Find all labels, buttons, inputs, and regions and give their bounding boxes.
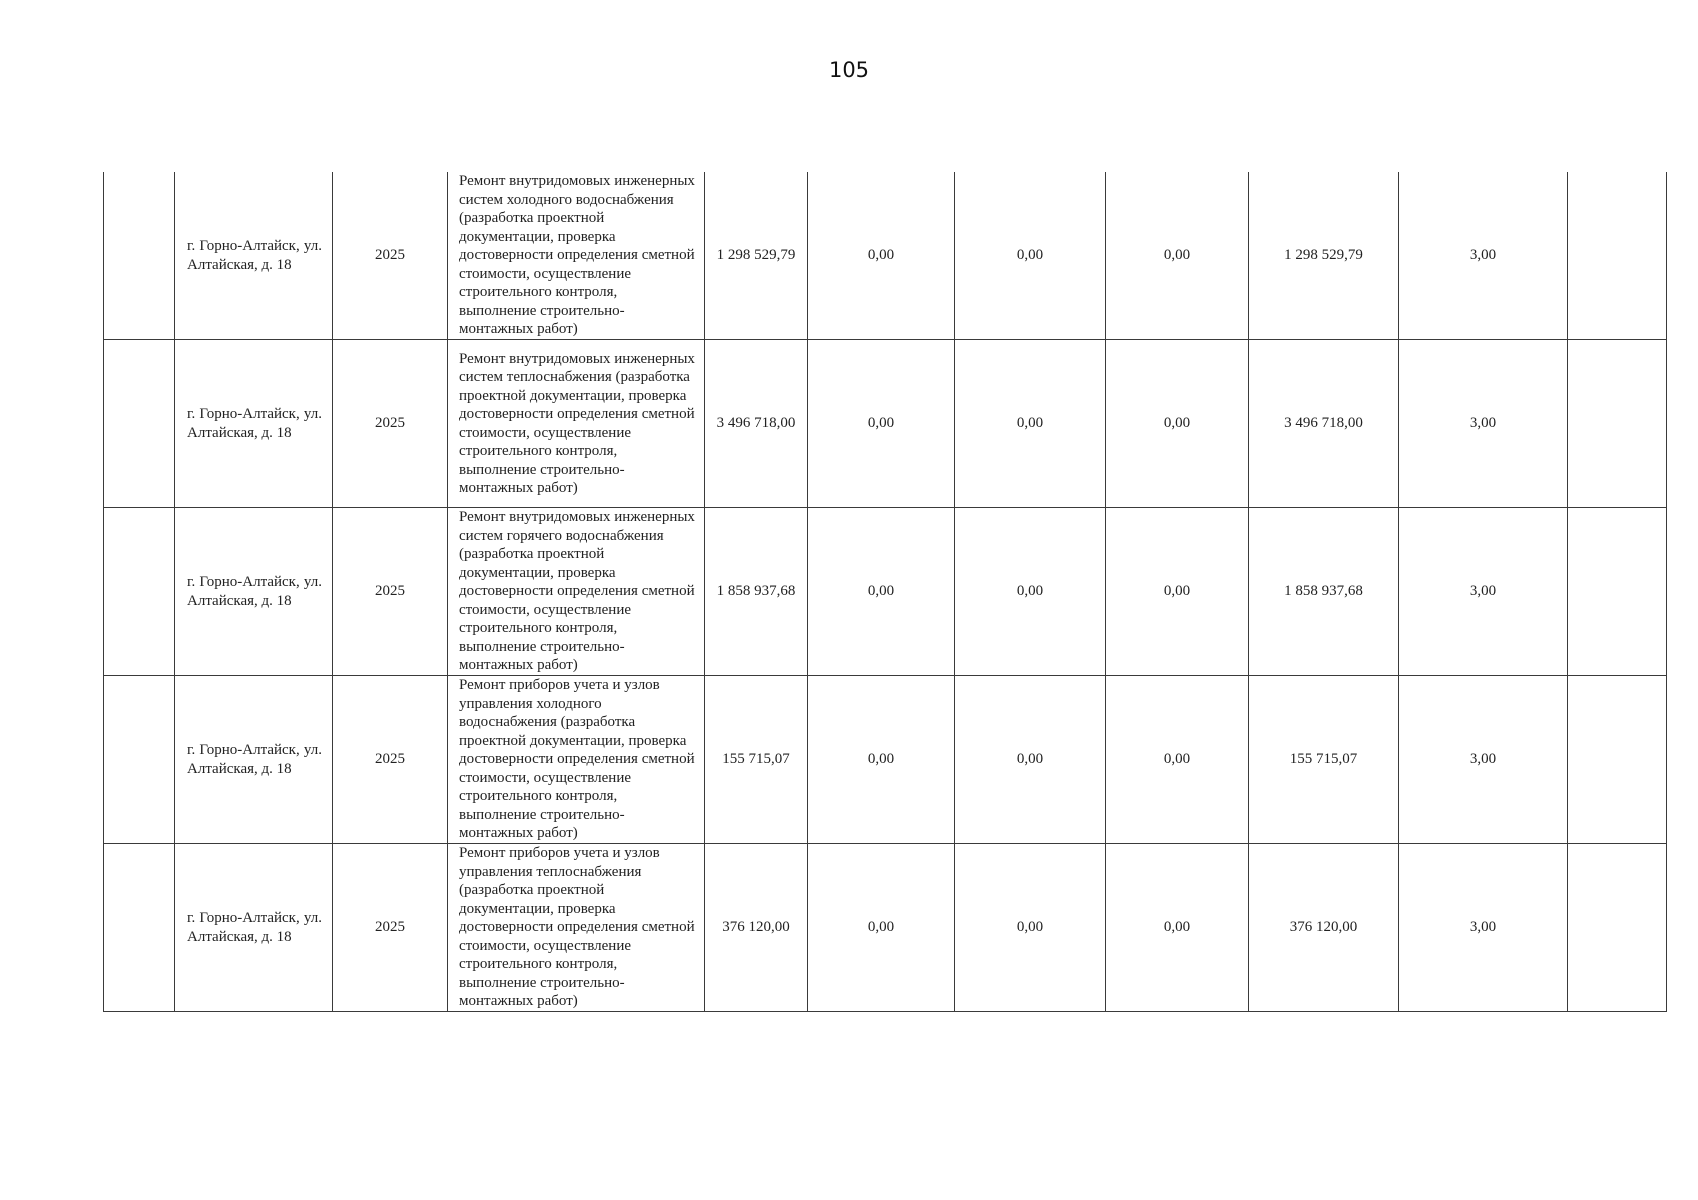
amount-cell-b: 0,00	[955, 676, 1106, 844]
address-cell: г. Горно-Алтайск, ул. Алтайская, д. 18	[175, 844, 333, 1012]
table-row	[104, 508, 1667, 676]
amount-cell-c: 0,00	[1106, 676, 1249, 844]
address-cell: г. Горно-Алтайск, ул. Алтайская, д. 18	[175, 676, 333, 844]
amount-cell-a: 0,00	[808, 508, 955, 676]
amount-cell-d: 3 496 718,00	[1249, 340, 1399, 508]
description-cell: Ремонт внутридомовых инженерных систем горячего водоснабжения (разработка проектной документации, проверка достоверности определения сметной стоимости, осуществление строительного контроля, выполнение строительно-монтажных работ)	[448, 508, 705, 676]
year-cell: 2025	[333, 676, 448, 844]
amount-cell-a: 0,00	[808, 340, 955, 508]
total-cost-cell: 1 858 937,68	[705, 508, 808, 676]
total-cost-cell: 1 298 529,79	[705, 172, 808, 340]
year-cell: 2025	[333, 844, 448, 1012]
amount-cell-c: 0,00	[1106, 508, 1249, 676]
works-table	[103, 172, 1667, 1012]
page-number: 105	[828, 58, 870, 82]
description-cell: Ремонт внутридомовых инженерных систем теплоснабжения (разработка проектной документации, проверка достоверности определения сметной стоимости, осуществление строительного контроля, выполнение строительно-монтажных работ)	[448, 340, 705, 508]
table-row	[104, 172, 1667, 340]
row-number-cell	[104, 844, 175, 1012]
address-cell: г. Горно-Алтайск, ул. Алтайская, д. 18	[175, 508, 333, 676]
amount-cell-c: 0,00	[1106, 340, 1249, 508]
empty-cell	[1568, 340, 1667, 508]
amount-cell-e: 3,00	[1399, 844, 1568, 1012]
empty-cell	[1568, 508, 1667, 676]
row-number-cell	[104, 676, 175, 844]
amount-cell-d: 1 298 529,79	[1249, 172, 1399, 340]
amount-cell-c: 0,00	[1106, 172, 1249, 340]
amount-cell-e: 3,00	[1399, 172, 1568, 340]
description-cell: Ремонт приборов учета и узлов управления холодного водоснабжения (разработка проектной документации, проверка достоверности определения сметной стоимости, осуществление строительного контроля, выполнение строительно-монтажных работ)	[448, 676, 705, 844]
row-number-cell	[104, 172, 175, 340]
amount-cell-e: 3,00	[1399, 340, 1568, 508]
amount-cell-a: 0,00	[808, 172, 955, 340]
total-cost-cell: 3 496 718,00	[705, 340, 808, 508]
table-row	[104, 676, 1667, 844]
row-number-cell	[104, 508, 175, 676]
total-cost-cell: 376 120,00	[705, 844, 808, 1012]
amount-cell-e: 3,00	[1399, 676, 1568, 844]
amount-cell-a: 0,00	[808, 676, 955, 844]
empty-cell	[1568, 844, 1667, 1012]
year-cell: 2025	[333, 340, 448, 508]
table-row	[104, 844, 1667, 1012]
amount-cell-d: 1 858 937,68	[1249, 508, 1399, 676]
amount-cell-b: 0,00	[955, 172, 1106, 340]
year-cell: 2025	[333, 172, 448, 340]
amount-cell-a: 0,00	[808, 844, 955, 1012]
amount-cell-b: 0,00	[955, 844, 1106, 1012]
empty-cell	[1568, 676, 1667, 844]
amount-cell-d: 376 120,00	[1249, 844, 1399, 1012]
address-cell: г. Горно-Алтайск, ул. Алтайская, д. 18	[175, 172, 333, 340]
empty-cell	[1568, 172, 1667, 340]
year-cell: 2025	[333, 508, 448, 676]
address-cell: г. Горно-Алтайск, ул. Алтайская, д. 18	[175, 340, 333, 508]
row-number-cell	[104, 340, 175, 508]
table-row	[104, 340, 1667, 508]
amount-cell-e: 3,00	[1399, 508, 1568, 676]
total-cost-cell: 155 715,07	[705, 676, 808, 844]
amount-cell-b: 0,00	[955, 508, 1106, 676]
amount-cell-b: 0,00	[955, 340, 1106, 508]
description-cell: Ремонт приборов учета и узлов управления теплоснабжения (разработка проектной документации, проверка достоверности определения сметной стоимости, осуществление строительного контроля, выполнение строительно-монтажных работ)	[448, 844, 705, 1012]
description-cell: Ремонт внутридомовых инженерных систем холодного водоснабжения (разработка проектной документации, проверка достоверности определения сметной стоимости, осуществление строительного контроля, выполнение строительно-монтажных работ)	[448, 172, 705, 340]
amount-cell-c: 0,00	[1106, 844, 1249, 1012]
amount-cell-d: 155 715,07	[1249, 676, 1399, 844]
